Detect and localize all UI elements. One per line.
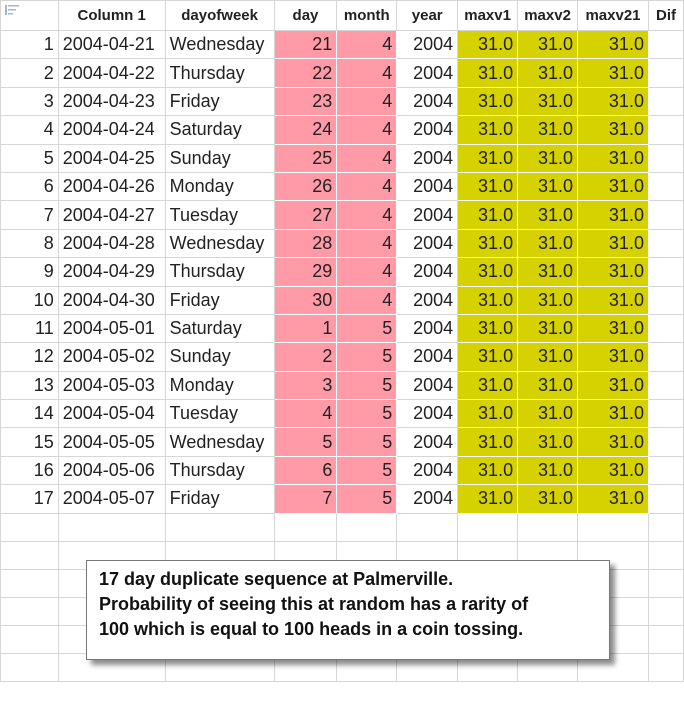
table-row bbox=[1, 343, 684, 371]
cell-empty[interactable] bbox=[578, 513, 649, 541]
cell-dayofweek[interactable]: Sunday bbox=[165, 343, 274, 371]
cell-year[interactable]: 2004 bbox=[397, 400, 458, 428]
cell-maxv21[interactable]: 31.0 bbox=[578, 343, 649, 371]
cell-maxv1[interactable]: 31.0 bbox=[458, 371, 518, 399]
cell-date[interactable]: 2004-04-28 bbox=[58, 229, 165, 257]
cell-empty[interactable] bbox=[648, 343, 683, 371]
cell-date[interactable]: 2004-05-01 bbox=[58, 314, 165, 342]
cell-dayofweek[interactable]: Thursday bbox=[165, 258, 274, 286]
table-row bbox=[1, 172, 684, 200]
cell-maxv1[interactable]: 31.0 bbox=[458, 343, 518, 371]
cell-month[interactable]: 4 bbox=[337, 144, 397, 172]
cell-maxv21[interactable]: 31.0 bbox=[578, 87, 649, 115]
row-number[interactable]: 12 bbox=[1, 343, 59, 371]
cell-maxv2[interactable]: 31.0 bbox=[518, 485, 578, 513]
select-all-corner[interactable] bbox=[1, 1, 59, 31]
cell-empty[interactable] bbox=[648, 116, 683, 144]
cell-day[interactable]: 4 bbox=[274, 400, 337, 428]
cell-year[interactable]: 2004 bbox=[397, 258, 458, 286]
cell-month[interactable]: 4 bbox=[337, 172, 397, 200]
table-row bbox=[1, 144, 684, 172]
cell-maxv2[interactable]: 31.0 bbox=[518, 59, 578, 87]
cell-month[interactable]: 5 bbox=[337, 456, 397, 484]
cell-maxv1[interactable]: 31.0 bbox=[458, 400, 518, 428]
cell-dayofweek[interactable]: Thursday bbox=[165, 59, 274, 87]
cell-month[interactable]: 4 bbox=[337, 116, 397, 144]
cell-maxv2[interactable]: 31.0 bbox=[518, 229, 578, 257]
cell-empty[interactable] bbox=[648, 541, 683, 569]
cell-empty[interactable] bbox=[1, 569, 59, 597]
cell-date[interactable]: 2004-05-04 bbox=[58, 400, 165, 428]
cell-month[interactable]: 4 bbox=[337, 258, 397, 286]
row-number[interactable]: 10 bbox=[1, 286, 59, 314]
cell-maxv2[interactable]: 31.0 bbox=[518, 286, 578, 314]
cell-dayofweek[interactable]: Thursday bbox=[165, 456, 274, 484]
cell-date[interactable]: 2004-04-22 bbox=[58, 59, 165, 87]
cell-maxv21[interactable]: 31.0 bbox=[578, 229, 649, 257]
cell-dayofweek[interactable]: Friday bbox=[165, 87, 274, 115]
cell-maxv2[interactable]: 31.0 bbox=[518, 87, 578, 115]
cell-date[interactable]: 2004-04-23 bbox=[58, 87, 165, 115]
cell-maxv2[interactable]: 31.0 bbox=[518, 428, 578, 456]
header-row bbox=[1, 1, 684, 31]
cell-maxv21[interactable]: 31.0 bbox=[578, 428, 649, 456]
cell-day[interactable]: 26 bbox=[274, 172, 337, 200]
cell-empty[interactable] bbox=[458, 513, 518, 541]
cell-dayofweek[interactable]: Friday bbox=[165, 485, 274, 513]
cell-maxv1[interactable]: 31.0 bbox=[458, 229, 518, 257]
cell-maxv21[interactable]: 31.0 bbox=[578, 201, 649, 229]
column-header-partial[interactable]: Dif bbox=[648, 1, 683, 31]
column-header[interactable]: maxv2 bbox=[518, 1, 578, 31]
note-line: 100 which is equal to 100 heads in a coin tossing. bbox=[99, 619, 524, 639]
cell-date[interactable]: 2004-05-03 bbox=[58, 371, 165, 399]
row-number[interactable]: 4 bbox=[1, 116, 59, 144]
cell-date[interactable]: 2004-05-05 bbox=[58, 428, 165, 456]
cell-date[interactable]: 2004-05-02 bbox=[58, 343, 165, 371]
cell-empty[interactable] bbox=[648, 172, 683, 200]
row-number[interactable]: 2 bbox=[1, 59, 59, 87]
row-number[interactable]: 8 bbox=[1, 229, 59, 257]
cell-day[interactable]: 24 bbox=[274, 116, 337, 144]
cell-year[interactable]: 2004 bbox=[397, 59, 458, 87]
cell-dayofweek[interactable]: Wednesday bbox=[165, 31, 274, 59]
cell-empty[interactable] bbox=[1, 541, 59, 569]
cell-maxv21[interactable]: 31.0 bbox=[578, 116, 649, 144]
cell-year[interactable]: 2004 bbox=[397, 172, 458, 200]
cell-empty[interactable] bbox=[648, 625, 683, 653]
row-number[interactable]: 13 bbox=[1, 371, 59, 399]
cell-empty[interactable] bbox=[274, 513, 337, 541]
cell-date[interactable]: 2004-04-24 bbox=[58, 116, 165, 144]
cell-empty[interactable] bbox=[1, 597, 59, 625]
cell-date[interactable]: 2004-04-26 bbox=[58, 172, 165, 200]
cell-maxv1[interactable]: 31.0 bbox=[458, 286, 518, 314]
cell-maxv21[interactable]: 31.0 bbox=[578, 59, 649, 87]
cell-maxv21[interactable]: 31.0 bbox=[578, 144, 649, 172]
note-line: 17 day duplicate sequence at Palmerville. bbox=[99, 569, 454, 589]
cell-month[interactable]: 5 bbox=[337, 428, 397, 456]
cell-year[interactable]: 2004 bbox=[397, 428, 458, 456]
cell-day[interactable]: 29 bbox=[274, 258, 337, 286]
cell-year[interactable]: 2004 bbox=[397, 286, 458, 314]
row-number[interactable]: 16 bbox=[1, 456, 59, 484]
cell-empty[interactable] bbox=[648, 87, 683, 115]
cell-dayofweek[interactable]: Sunday bbox=[165, 144, 274, 172]
cell-year[interactable]: 2004 bbox=[397, 116, 458, 144]
cell-year[interactable]: 2004 bbox=[397, 31, 458, 59]
cell-year[interactable]: 2004 bbox=[397, 485, 458, 513]
cell-dayofweek[interactable]: Monday bbox=[165, 172, 274, 200]
cell-dayofweek[interactable]: Wednesday bbox=[165, 229, 274, 257]
cell-maxv1[interactable]: 31.0 bbox=[458, 144, 518, 172]
column-header[interactable]: maxv1 bbox=[458, 1, 518, 31]
cell-empty[interactable] bbox=[58, 513, 165, 541]
column-header[interactable]: dayofweek bbox=[165, 1, 274, 31]
cell-day[interactable]: 25 bbox=[274, 144, 337, 172]
cell-empty[interactable] bbox=[1, 513, 59, 541]
cell-day[interactable]: 6 bbox=[274, 456, 337, 484]
cell-maxv1[interactable]: 31.0 bbox=[458, 116, 518, 144]
cell-dayofweek[interactable]: Saturday bbox=[165, 314, 274, 342]
cell-maxv1[interactable]: 31.0 bbox=[458, 428, 518, 456]
cell-maxv2[interactable]: 31.0 bbox=[518, 201, 578, 229]
cell-year[interactable]: 2004 bbox=[397, 87, 458, 115]
cell-empty[interactable] bbox=[648, 456, 683, 484]
cell-empty[interactable] bbox=[648, 485, 683, 513]
cell-maxv1[interactable]: 31.0 bbox=[458, 485, 518, 513]
cell-month[interactable]: 4 bbox=[337, 87, 397, 115]
cell-maxv2[interactable]: 31.0 bbox=[518, 31, 578, 59]
row-number[interactable]: 1 bbox=[1, 31, 59, 59]
cell-maxv21[interactable]: 31.0 bbox=[578, 286, 649, 314]
cell-month[interactable]: 4 bbox=[337, 31, 397, 59]
cell-date[interactable]: 2004-04-29 bbox=[58, 258, 165, 286]
cell-dayofweek[interactable]: Saturday bbox=[165, 116, 274, 144]
cell-maxv21[interactable]: 31.0 bbox=[578, 258, 649, 286]
cell-maxv21[interactable]: 31.0 bbox=[578, 456, 649, 484]
empty-row bbox=[1, 513, 684, 541]
cell-maxv21[interactable]: 31.0 bbox=[578, 400, 649, 428]
table-row bbox=[1, 116, 684, 144]
column-header[interactable]: Column 1 bbox=[58, 1, 165, 31]
cell-maxv1[interactable]: 31.0 bbox=[458, 456, 518, 484]
cell-year[interactable]: 2004 bbox=[397, 201, 458, 229]
cell-date[interactable]: 2004-05-07 bbox=[58, 485, 165, 513]
cell-maxv21[interactable]: 31.0 bbox=[578, 371, 649, 399]
table-row bbox=[1, 456, 684, 484]
cell-dayofweek[interactable]: Tuesday bbox=[165, 201, 274, 229]
annotation-note bbox=[86, 560, 610, 660]
table-row bbox=[1, 428, 684, 456]
cell-day[interactable]: 7 bbox=[274, 485, 337, 513]
table-row bbox=[1, 485, 684, 513]
cell-empty[interactable] bbox=[165, 513, 274, 541]
table-row bbox=[1, 258, 684, 286]
cell-empty[interactable] bbox=[648, 144, 683, 172]
cell-empty[interactable] bbox=[648, 513, 683, 541]
row-number[interactable]: 6 bbox=[1, 172, 59, 200]
cell-month[interactable]: 4 bbox=[337, 229, 397, 257]
cell-date[interactable]: 2004-04-21 bbox=[58, 31, 165, 59]
cell-empty[interactable] bbox=[648, 59, 683, 87]
cell-maxv21[interactable]: 31.0 bbox=[578, 314, 649, 342]
cell-month[interactable]: 5 bbox=[337, 371, 397, 399]
row-number[interactable]: 17 bbox=[1, 485, 59, 513]
cell-date[interactable]: 2004-04-27 bbox=[58, 201, 165, 229]
cell-maxv21[interactable]: 31.0 bbox=[578, 31, 649, 59]
cell-empty[interactable] bbox=[648, 286, 683, 314]
row-number[interactable]: 5 bbox=[1, 144, 59, 172]
cell-empty[interactable] bbox=[648, 428, 683, 456]
cell-year[interactable]: 2004 bbox=[397, 371, 458, 399]
cell-empty[interactable] bbox=[648, 31, 683, 59]
cell-month[interactable]: 4 bbox=[337, 59, 397, 87]
cell-day[interactable]: 23 bbox=[274, 87, 337, 115]
cell-empty[interactable] bbox=[518, 513, 578, 541]
cell-dayofweek[interactable]: Wednesday bbox=[165, 428, 274, 456]
row-number[interactable]: 15 bbox=[1, 428, 59, 456]
table-row bbox=[1, 229, 684, 257]
row-number[interactable]: 11 bbox=[1, 314, 59, 342]
cell-empty[interactable] bbox=[648, 258, 683, 286]
cell-empty[interactable] bbox=[1, 625, 59, 653]
cell-empty[interactable] bbox=[648, 371, 683, 399]
cell-maxv2[interactable]: 31.0 bbox=[518, 116, 578, 144]
cell-date[interactable]: 2004-04-25 bbox=[58, 144, 165, 172]
cell-empty[interactable] bbox=[397, 513, 458, 541]
cell-maxv2[interactable]: 31.0 bbox=[518, 172, 578, 200]
cell-day[interactable]: 5 bbox=[274, 428, 337, 456]
cell-month[interactable]: 4 bbox=[337, 286, 397, 314]
cell-empty[interactable] bbox=[648, 597, 683, 625]
note-line: Probability of seeing this at random has a rarity of bbox=[99, 594, 529, 614]
cell-year[interactable]: 2004 bbox=[397, 343, 458, 371]
cell-maxv2[interactable]: 31.0 bbox=[518, 144, 578, 172]
cell-day[interactable]: 27 bbox=[274, 201, 337, 229]
cell-day[interactable]: 30 bbox=[274, 286, 337, 314]
cell-empty[interactable] bbox=[648, 229, 683, 257]
cell-dayofweek[interactable]: Tuesday bbox=[165, 400, 274, 428]
cell-empty[interactable] bbox=[648, 201, 683, 229]
cell-month[interactable]: 5 bbox=[337, 314, 397, 342]
cell-maxv2[interactable]: 31.0 bbox=[518, 456, 578, 484]
column-header[interactable]: year bbox=[397, 1, 458, 31]
cell-month[interactable]: 5 bbox=[337, 485, 397, 513]
cell-dayofweek[interactable]: Friday bbox=[165, 286, 274, 314]
cell-year[interactable]: 2004 bbox=[397, 456, 458, 484]
cell-maxv2[interactable]: 31.0 bbox=[518, 258, 578, 286]
cell-maxv1[interactable]: 31.0 bbox=[458, 314, 518, 342]
table-row bbox=[1, 59, 684, 87]
cell-month[interactable]: 5 bbox=[337, 343, 397, 371]
cell-maxv21[interactable]: 31.0 bbox=[578, 485, 649, 513]
cell-maxv1[interactable]: 31.0 bbox=[458, 31, 518, 59]
cell-maxv1[interactable]: 31.0 bbox=[458, 87, 518, 115]
column-header[interactable]: day bbox=[274, 1, 337, 31]
cell-maxv2[interactable]: 31.0 bbox=[518, 343, 578, 371]
cell-day[interactable]: 2 bbox=[274, 343, 337, 371]
cell-maxv1[interactable]: 31.0 bbox=[458, 59, 518, 87]
row-number[interactable]: 9 bbox=[1, 258, 59, 286]
cell-empty[interactable] bbox=[648, 400, 683, 428]
table-row bbox=[1, 400, 684, 428]
cell-maxv2[interactable]: 31.0 bbox=[518, 400, 578, 428]
cell-date[interactable]: 2004-05-06 bbox=[58, 456, 165, 484]
cell-day[interactable]: 28 bbox=[274, 229, 337, 257]
cell-maxv1[interactable]: 31.0 bbox=[458, 258, 518, 286]
cell-year[interactable]: 2004 bbox=[397, 144, 458, 172]
row-number[interactable]: 14 bbox=[1, 400, 59, 428]
cell-empty[interactable] bbox=[648, 569, 683, 597]
cell-day[interactable]: 3 bbox=[274, 371, 337, 399]
cell-month[interactable]: 5 bbox=[337, 400, 397, 428]
column-header[interactable]: maxv21 bbox=[578, 1, 649, 31]
cell-maxv1[interactable]: 31.0 bbox=[458, 201, 518, 229]
cell-empty[interactable] bbox=[648, 314, 683, 342]
table-row bbox=[1, 31, 684, 59]
cell-dayofweek[interactable]: Monday bbox=[165, 371, 274, 399]
table-row bbox=[1, 314, 684, 342]
cell-month[interactable]: 4 bbox=[337, 201, 397, 229]
table-row bbox=[1, 371, 684, 399]
cell-maxv21[interactable]: 31.0 bbox=[578, 172, 649, 200]
cell-empty[interactable] bbox=[648, 653, 683, 681]
cell-year[interactable]: 2004 bbox=[397, 229, 458, 257]
cell-day[interactable]: 1 bbox=[274, 314, 337, 342]
cell-empty[interactable] bbox=[1, 653, 59, 681]
table-row bbox=[1, 201, 684, 229]
cell-date[interactable]: 2004-04-30 bbox=[58, 286, 165, 314]
cell-day[interactable]: 22 bbox=[274, 59, 337, 87]
row-number[interactable]: 7 bbox=[1, 201, 59, 229]
table-row bbox=[1, 87, 684, 115]
cell-day[interactable]: 21 bbox=[274, 31, 337, 59]
sort-lines-icon bbox=[5, 4, 19, 16]
cell-year[interactable]: 2004 bbox=[397, 314, 458, 342]
row-number[interactable]: 3 bbox=[1, 87, 59, 115]
cell-maxv2[interactable]: 31.0 bbox=[518, 314, 578, 342]
cell-maxv2[interactable]: 31.0 bbox=[518, 371, 578, 399]
column-header[interactable]: month bbox=[337, 1, 397, 31]
table-row bbox=[1, 286, 684, 314]
cell-maxv1[interactable]: 31.0 bbox=[458, 172, 518, 200]
cell-empty[interactable] bbox=[337, 513, 397, 541]
